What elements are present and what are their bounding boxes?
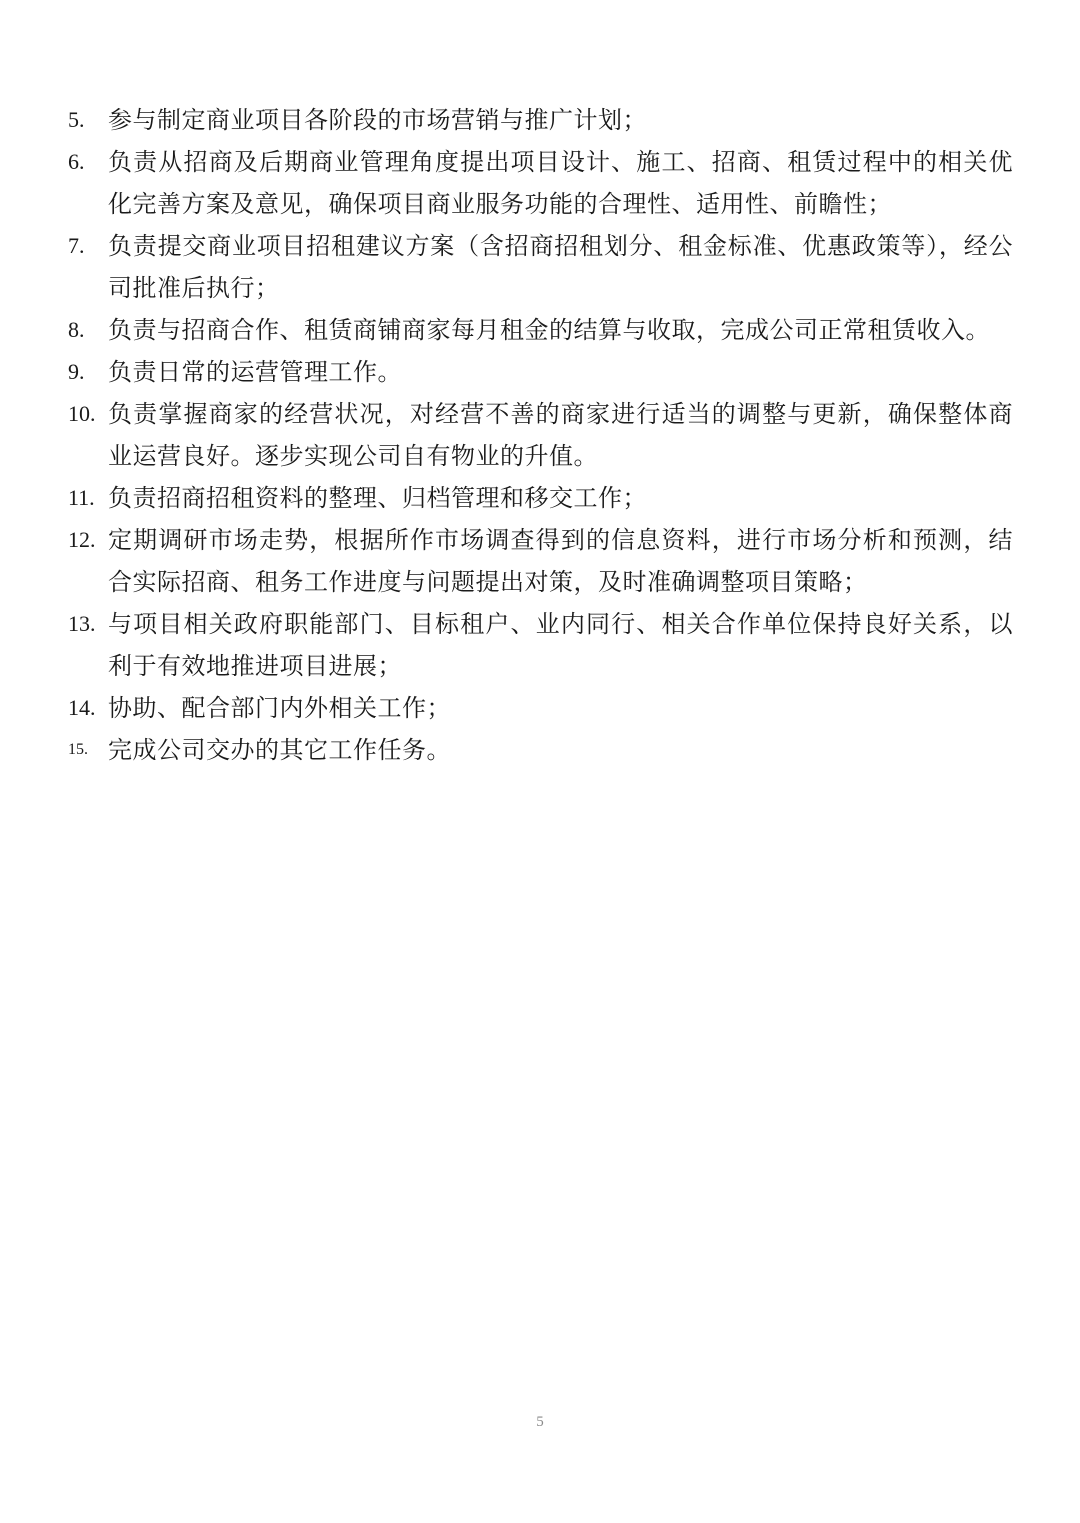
item-number: 5.: [68, 107, 85, 132]
list-item-15: [68, 729, 1013, 771]
item-text: 参与制定商业项目各阶段的市场营销与推广计划；: [108, 106, 647, 134]
list-item-10: [68, 393, 1013, 477]
list-item-13: [68, 603, 1013, 687]
item-text: 负责从招商及后期商业管理角度提出项目设计、施工、招商、租赁过程中的相关优化完善方案及意见，确保项目商业服务功能的合理性、适用性、前瞻性；: [108, 148, 1013, 218]
item-text: 负责日常的运营管理工作。: [108, 358, 402, 386]
item-number: 13.: [68, 611, 96, 636]
item-number: 12.: [68, 527, 96, 552]
item-text: 完成公司交办的其它工作任务。: [108, 736, 451, 764]
list-item-7: [68, 225, 1013, 309]
item-number: 6.: [68, 149, 85, 174]
item-number: 15.: [68, 741, 88, 758]
list-item-5: [68, 99, 1013, 141]
item-number: 9.: [68, 359, 85, 384]
item-number: 11.: [68, 485, 95, 510]
item-number: 8.: [68, 317, 85, 342]
item-text: 负责掌握商家的经营状况，对经营不善的商家进行适当的调整与更新，确保整体商业运营良好。逐步实现公司自有物业的升值。: [108, 400, 1013, 470]
item-text: 协助、配合部门内外相关工作；: [108, 694, 451, 722]
item-number: 10.: [68, 401, 96, 426]
item-text: 负责招商招租资料的整理、归档管理和移交工作；: [108, 484, 647, 512]
list-item-11: [68, 477, 1013, 519]
duty-list: [68, 99, 1013, 771]
item-number: 7.: [68, 233, 85, 258]
page-number: 5: [536, 1414, 544, 1430]
list-item-12: [68, 519, 1013, 603]
list-item-8: [68, 309, 1013, 351]
item-text: 定期调研市场走势，根据所作市场调查得到的信息资料，进行市场分析和预测，结合实际招商、租务工作进度与问题提出对策，及时准确调整项目策略；: [108, 526, 1013, 596]
list-item-14: [68, 687, 1013, 729]
item-number: 14.: [68, 695, 96, 720]
item-text: 负责与招商合作、租赁商铺商家每月租金的结算与收取，完成公司正常租赁收入。: [108, 316, 990, 344]
item-text: 负责提交商业项目招租建议方案（含招商招租划分、租金标准、优惠政策等），经公司批准后执行；: [108, 232, 1013, 302]
list-item-9: [68, 351, 1013, 393]
list-item-6: [68, 141, 1013, 225]
item-text: 与项目相关政府职能部门、目标租户、业内同行、相关合作单位保持良好关系，以利于有效地推进项目进展；: [108, 610, 1013, 680]
